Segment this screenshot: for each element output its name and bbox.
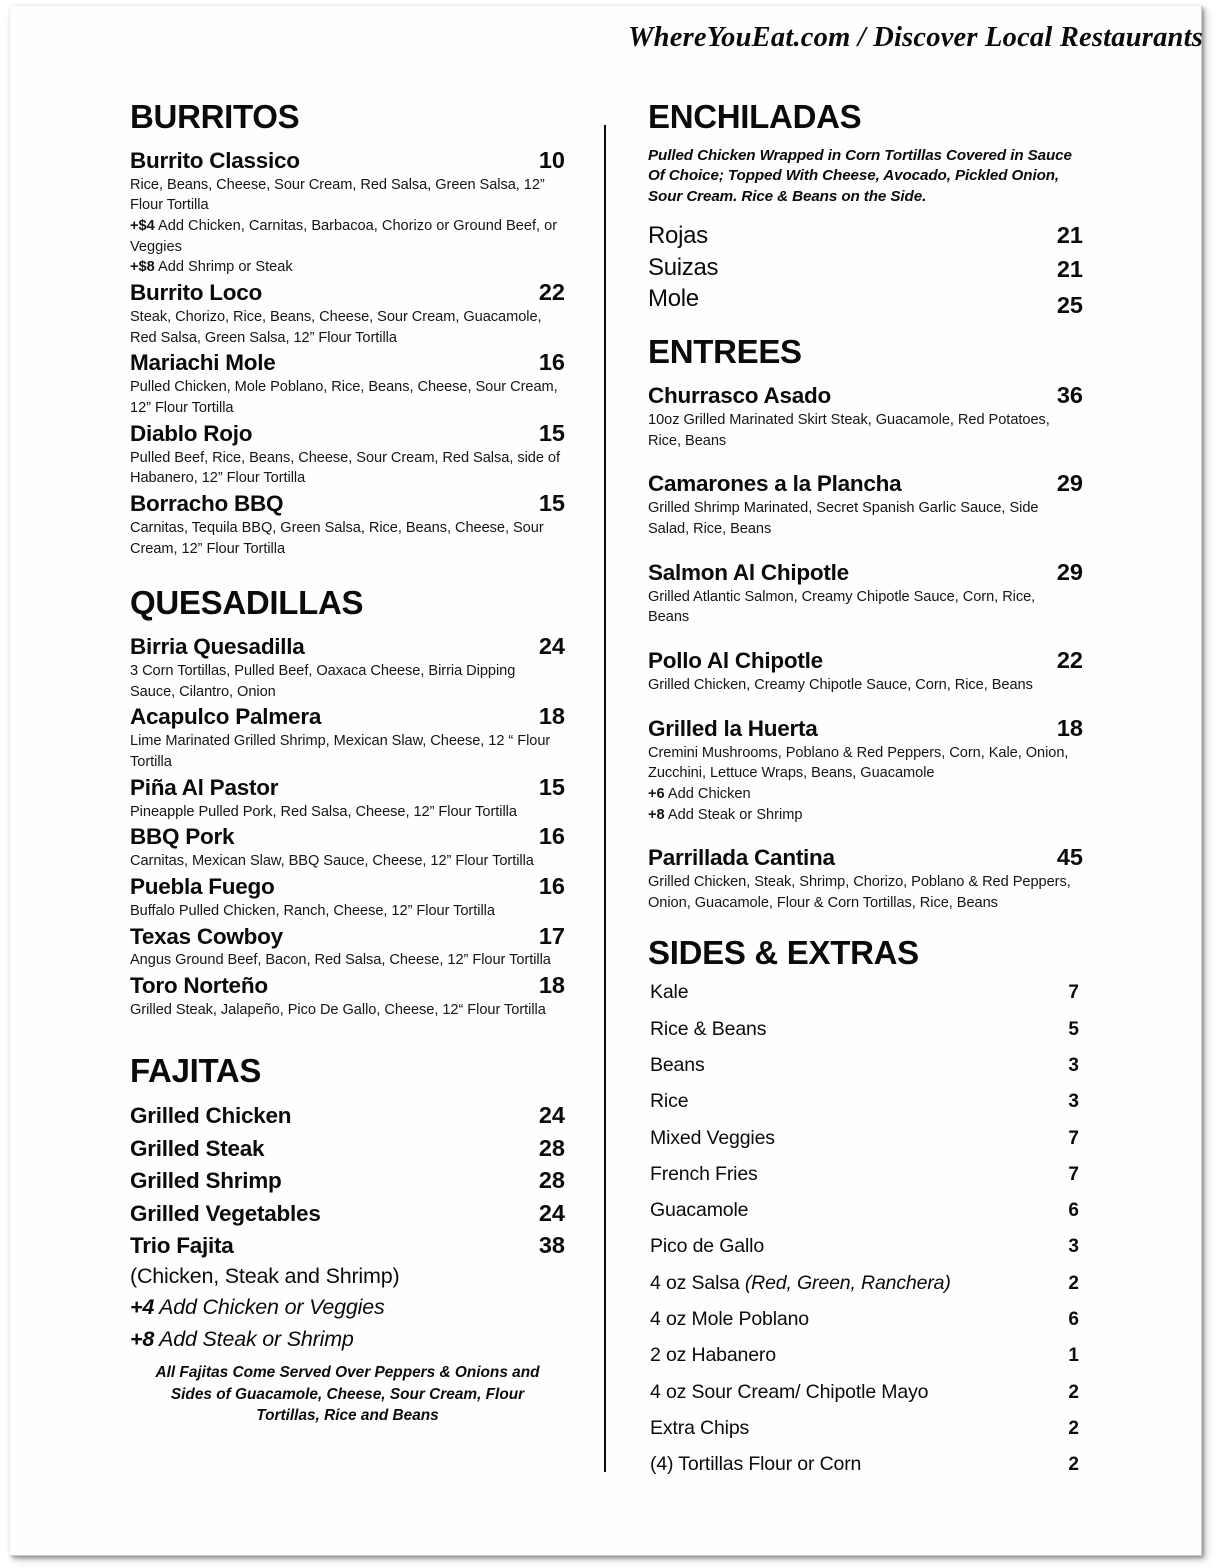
menu-item-header xyxy=(130,146,565,175)
enchilada-row xyxy=(648,220,1083,252)
menu-item-price: 18 xyxy=(538,972,565,999)
menu-item-description: Cremini Mushrooms, Poblano & Red Peppers, Corn, Kale, Onion, Zucchini, Lettuce Wraps, Beans, Guacamole xyxy=(648,744,1069,782)
menu-item xyxy=(130,419,565,489)
menu-item-price: 18 xyxy=(538,703,565,730)
menu-item-header xyxy=(130,872,565,901)
menu-item-name: Texas Cowboy xyxy=(130,923,283,949)
side-row xyxy=(648,1163,1083,1187)
menu-item-header xyxy=(130,278,565,307)
menu-item xyxy=(130,146,565,278)
menu-item-description: Grilled Chicken, Steak, Shrimp, Chorizo, Poblano & Red Peppers, Onion, Guacamole, Flour & Corn Tortillas, Rice, Beans xyxy=(648,874,1071,911)
menu-item-price: 45 xyxy=(1056,844,1083,871)
menu-item-price: 16 xyxy=(538,349,565,376)
fajita-addon: +8 Add Steak or Shrimp xyxy=(130,1327,354,1352)
fajita-name: Grilled Vegetables xyxy=(130,1200,321,1226)
section-title-sides: SIDES & EXTRAS xyxy=(648,933,919,971)
fajita-row xyxy=(130,1229,565,1261)
menu-item-header xyxy=(130,489,565,518)
side-row xyxy=(648,1381,1083,1405)
menu-item-header xyxy=(130,419,565,448)
side-name: Kale xyxy=(650,981,689,1004)
menu-item-price: 17 xyxy=(538,922,565,949)
addon-amount: +8 xyxy=(648,806,665,823)
menu-item-description: Steak, Chorizo, Rice, Beans, Cheese, Sour Cream, Guacamole, Red Salsa, Green Salsa, 12” Flour Tortilla xyxy=(130,309,542,346)
menu-item-name: Churrasco Asado xyxy=(648,383,831,409)
site-watermark: WhereYouEat.com / Discover Local Restaurants xyxy=(628,22,1203,53)
enchiladas-intro-note: Pulled Chicken Wrapped in Corn Tortillas Covered in Sauce Of Choice; Topped With Cheese, Avocado, Pickled Onion, Sour Cream. Rice & Beans on the Side. xyxy=(648,146,1072,205)
fajita-price: 28 xyxy=(538,1134,565,1161)
fajita-footnote: All Fajitas Come Served Over Peppers & Onions and Sides of Guacamole, Cheese, Sour Cream, Flour Tortillas, Rice and Beans xyxy=(155,1363,540,1425)
menu-item-header xyxy=(648,558,1083,587)
menu-item-price: 10 xyxy=(538,146,565,173)
fajita-name: Grilled Steak xyxy=(130,1135,265,1161)
menu-item-header xyxy=(130,632,565,661)
menu-item-name: Acapulco Palmera xyxy=(130,704,322,730)
section-title-enchiladas: ENCHILADAS xyxy=(648,98,862,135)
section-burritos xyxy=(130,100,565,559)
menu-item-description: Lime Marinated Grilled Shrimp, Mexican Slaw, Cheese, 12 “ Flour Tortilla xyxy=(130,733,551,771)
menu-item-name: Diablo Rojo xyxy=(130,420,253,446)
menu-item-header xyxy=(130,348,565,377)
menu-item-description: Pineapple Pulled Pork, Red Salsa, Cheese, 12” Flour Tortilla xyxy=(130,803,517,820)
side-row xyxy=(648,1272,1083,1296)
fajita-price: 28 xyxy=(538,1167,565,1194)
side-name: Beans xyxy=(650,1053,705,1076)
section-sides-extras xyxy=(648,933,1083,1477)
menu-item xyxy=(648,843,1083,913)
menu-item-name: BBQ Pork xyxy=(130,824,235,850)
menu-item-header xyxy=(648,843,1083,872)
fajita-name: Trio Fajita xyxy=(130,1233,234,1259)
menu-item-header xyxy=(130,773,565,802)
menu-item-name: Burrito Classico xyxy=(130,147,300,173)
side-name: 4 oz Sour Cream/ Chipotle Mayo xyxy=(650,1380,929,1403)
side-name: 4 oz Mole Poblano xyxy=(650,1308,809,1331)
menu-item-header xyxy=(648,469,1083,498)
menu-item-name: Parrillada Cantina xyxy=(648,845,835,871)
section-title-entrees: ENTREES xyxy=(648,333,802,371)
fajita-price: 38 xyxy=(538,1232,565,1259)
side-price: 7 xyxy=(1068,1163,1079,1185)
fajita-addon: +4 Add Chicken or Veggies xyxy=(130,1295,385,1320)
section-quesadillas xyxy=(130,586,565,1020)
side-name: (4) Tortillas Flour or Corn xyxy=(650,1453,862,1476)
side-name: Pico de Gallo xyxy=(650,1235,765,1258)
side-price: 2 xyxy=(1068,1272,1079,1294)
menu-item-description: Angus Ground Beef, Bacon, Red Salsa, Cheese, 12” Flour Tortilla xyxy=(130,952,551,969)
enchilada-name: Suizas xyxy=(648,253,719,281)
side-price: 2 xyxy=(1068,1417,1079,1439)
section-title-fajitas: FAJITAS xyxy=(130,1051,262,1089)
menu-item xyxy=(130,632,565,702)
section-title-quesadillas: QUESADILLAS xyxy=(130,584,364,622)
fajita-name: Grilled Shrimp xyxy=(130,1168,282,1194)
sides-item-list xyxy=(648,981,1083,1477)
entree-item-list xyxy=(648,381,1083,914)
side-price: 5 xyxy=(1068,1018,1079,1040)
menu-item-price: 22 xyxy=(538,279,565,306)
side-name: Extra Chips xyxy=(650,1416,750,1439)
side-price: 6 xyxy=(1068,1309,1079,1331)
quesadilla-item-list xyxy=(130,632,565,1021)
menu-item-description: Pulled Chicken, Mole Poblano, Rice, Beans, Cheese, Sour Cream, 12” Flour Tortilla xyxy=(130,379,558,417)
menu-item-name: Puebla Fuego xyxy=(130,873,275,899)
side-row xyxy=(648,1054,1083,1078)
enchilada-name: Mole xyxy=(648,285,699,313)
left-menu-column xyxy=(130,100,565,1427)
menu-item-header xyxy=(648,714,1083,743)
side-price: 2 xyxy=(1068,1454,1079,1476)
menu-item-price: 15 xyxy=(538,490,565,517)
menu-item-addon: +6 Add Chicken xyxy=(648,785,751,802)
menu-item xyxy=(130,278,565,348)
menu-item-addon: +$8 Add Shrimp or Steak xyxy=(130,259,293,276)
addon-amount: +$8 xyxy=(130,259,155,276)
menu-item-price: 29 xyxy=(1056,470,1083,497)
fajita-price: 24 xyxy=(538,1199,565,1226)
menu-item-price: 16 xyxy=(538,823,565,850)
menu-item-price: 36 xyxy=(1056,382,1083,409)
side-name: Guacamole xyxy=(650,1199,749,1222)
side-row xyxy=(648,1344,1083,1368)
menu-item-price: 15 xyxy=(538,419,565,446)
menu-item-name: Piña Al Pastor xyxy=(130,774,279,800)
menu-item-description: Rice, Beans, Cheese, Sour Cream, Red Salsa, Green Salsa, 12” Flour Tortilla xyxy=(130,176,545,214)
menu-item-description: Grilled Atlantic Salmon, Creamy Chipotle Sauce, Corn, Rice, Beans xyxy=(648,588,1036,626)
menu-item-price: 22 xyxy=(1056,647,1083,673)
menu-item xyxy=(130,922,565,972)
enchilada-name: Rojas xyxy=(648,221,708,249)
menu-item-header xyxy=(130,822,565,851)
section-entrees xyxy=(648,335,1083,913)
fajita-addon-amount: +4 xyxy=(130,1295,155,1320)
menu-item-name: Camarones a la Plancha xyxy=(648,471,902,497)
menu-item-name: Birria Quesadilla xyxy=(130,634,305,660)
side-row xyxy=(648,1199,1083,1223)
menu-item-name: Mariachi Mole xyxy=(130,350,276,376)
menu-item-description: Buffalo Pulled Chicken, Ranch, Cheese, 12” Flour Tortilla xyxy=(130,902,495,919)
side-price: 6 xyxy=(1068,1200,1079,1222)
menu-item-description: Pulled Beef, Rice, Beans, Cheese, Sour Cream, Red Salsa, side of Habanero, 12” Flour Tortilla xyxy=(130,449,560,487)
menu-item xyxy=(648,646,1083,696)
menu-item-header xyxy=(130,971,565,1000)
menu-item xyxy=(648,469,1083,539)
enchilada-price: 21 xyxy=(1056,255,1083,282)
menu-item-name: Toro Norteño xyxy=(130,973,268,999)
fajita-addon-list xyxy=(130,1291,565,1356)
menu-item-header xyxy=(648,646,1083,675)
menu-item-addon: +$4 Add Chicken, Carnitas, Barbacoa, Chorizo or Ground Beef, or Veggies xyxy=(130,217,558,255)
side-price: 3 xyxy=(1068,1091,1079,1113)
side-row xyxy=(648,1018,1083,1042)
side-price: 7 xyxy=(1068,982,1079,1004)
side-row xyxy=(648,981,1083,1005)
menu-item xyxy=(130,822,565,872)
menu-item-price: 24 xyxy=(538,633,565,660)
side-row xyxy=(648,1453,1083,1477)
fajita-name: Grilled Chicken xyxy=(130,1103,292,1129)
menu-item-price: 18 xyxy=(1056,714,1083,741)
side-row xyxy=(648,1308,1083,1332)
menu-item-price: 15 xyxy=(538,773,565,800)
fajita-row xyxy=(130,1132,565,1164)
section-fajitas xyxy=(130,1051,565,1428)
fajita-row xyxy=(130,1164,565,1196)
fajita-row xyxy=(130,1197,565,1229)
menu-item-description: Carnitas, Tequila BBQ, Green Salsa, Rice, Beans, Cheese, Sour Cream, 12” Flour Tortilla xyxy=(130,520,544,557)
fajita-trio-subtitle: (Chicken, Steak and Shrimp) xyxy=(130,1263,400,1288)
fajita-price: 24 xyxy=(538,1102,565,1129)
side-row xyxy=(648,1235,1083,1259)
side-price: 2 xyxy=(1068,1381,1079,1403)
section-title-burritos: BURRITOS xyxy=(130,98,300,135)
menu-item-header xyxy=(130,702,565,731)
side-name: French Fries xyxy=(650,1162,758,1185)
menu-item xyxy=(648,558,1083,628)
side-price: 3 xyxy=(1068,1236,1079,1258)
burrito-item-list xyxy=(130,146,565,560)
enchilada-row xyxy=(648,252,1083,284)
menu-item xyxy=(130,872,565,922)
fajita-row xyxy=(130,1099,565,1131)
fajita-addon-amount: +8 xyxy=(130,1327,155,1352)
menu-item xyxy=(648,714,1083,826)
side-row xyxy=(648,1090,1083,1114)
side-name: Rice & Beans xyxy=(650,1017,767,1040)
side-name: Rice xyxy=(650,1090,689,1113)
menu-item-name: Grilled la Huerta xyxy=(648,715,818,741)
menu-item xyxy=(130,971,565,1021)
addon-amount: +6 xyxy=(648,785,665,802)
menu-item-description: Carnitas, Mexican Slaw, BBQ Sauce, Cheese, 12” Flour Tortilla xyxy=(130,853,534,870)
menu-item-description: Grilled Chicken, Creamy Chipotle Sauce, Corn, Rice, Beans xyxy=(648,676,1033,693)
menu-item-price: 29 xyxy=(1056,558,1083,585)
side-name-variants: (Red, Green, Ranchera) xyxy=(744,1271,951,1294)
side-row xyxy=(648,1127,1083,1151)
menu-item-description: 3 Corn Tortillas, Pulled Beef, Oaxaca Cheese, Birria Dipping Sauce, Cilantro, Onion xyxy=(130,662,516,700)
menu-item xyxy=(130,489,565,559)
menu-item-description: 10oz Grilled Marinated Skirt Steak, Guacamole, Red Potatoes, Rice, Beans xyxy=(648,411,1050,449)
side-name: 2 oz Habanero xyxy=(650,1344,776,1367)
menu-item xyxy=(130,348,565,418)
menu-item-description: Grilled Steak, Jalapeño, Pico De Gallo, Cheese, 12“ Flour Tortilla xyxy=(130,1002,546,1019)
side-row xyxy=(648,1417,1083,1441)
enchilada-item-list xyxy=(648,220,1083,319)
menu-item-header xyxy=(130,922,565,951)
section-enchiladas xyxy=(648,98,1083,319)
right-menu-column xyxy=(648,100,1083,1490)
side-price: 7 xyxy=(1068,1127,1079,1149)
menu-item-name: Pollo Al Chipotle xyxy=(648,648,823,673)
column-divider xyxy=(604,125,606,1472)
menu-item xyxy=(130,773,565,823)
enchilada-price: 25 xyxy=(1056,292,1083,319)
menu-item-header xyxy=(648,381,1083,410)
menu-item-description: Grilled Shrimp Marinated, Secret Spanish Garlic Sauce, Side Salad, Rice, Beans xyxy=(648,500,1039,537)
menu-item-price: 16 xyxy=(538,872,565,899)
enchilada-price: 21 xyxy=(1056,221,1083,248)
side-name: 4 oz Salsa (Red, Green, Ranchera) xyxy=(650,1271,951,1294)
menu-item xyxy=(648,381,1083,451)
side-price: 1 xyxy=(1068,1345,1079,1367)
side-price: 3 xyxy=(1068,1054,1079,1076)
menu-item-name: Burrito Loco xyxy=(130,280,262,306)
side-name: Mixed Veggies xyxy=(650,1126,775,1149)
fajita-item-list xyxy=(130,1099,565,1261)
menu-item-addon: +8 Add Steak or Shrimp xyxy=(648,806,803,823)
menu-item xyxy=(130,702,565,772)
menu-item-name: Salmon Al Chipotle xyxy=(648,559,849,585)
enchilada-row xyxy=(648,283,1083,319)
menu-item-name: Borracho BBQ xyxy=(130,491,284,517)
addon-amount: +$4 xyxy=(130,217,155,234)
